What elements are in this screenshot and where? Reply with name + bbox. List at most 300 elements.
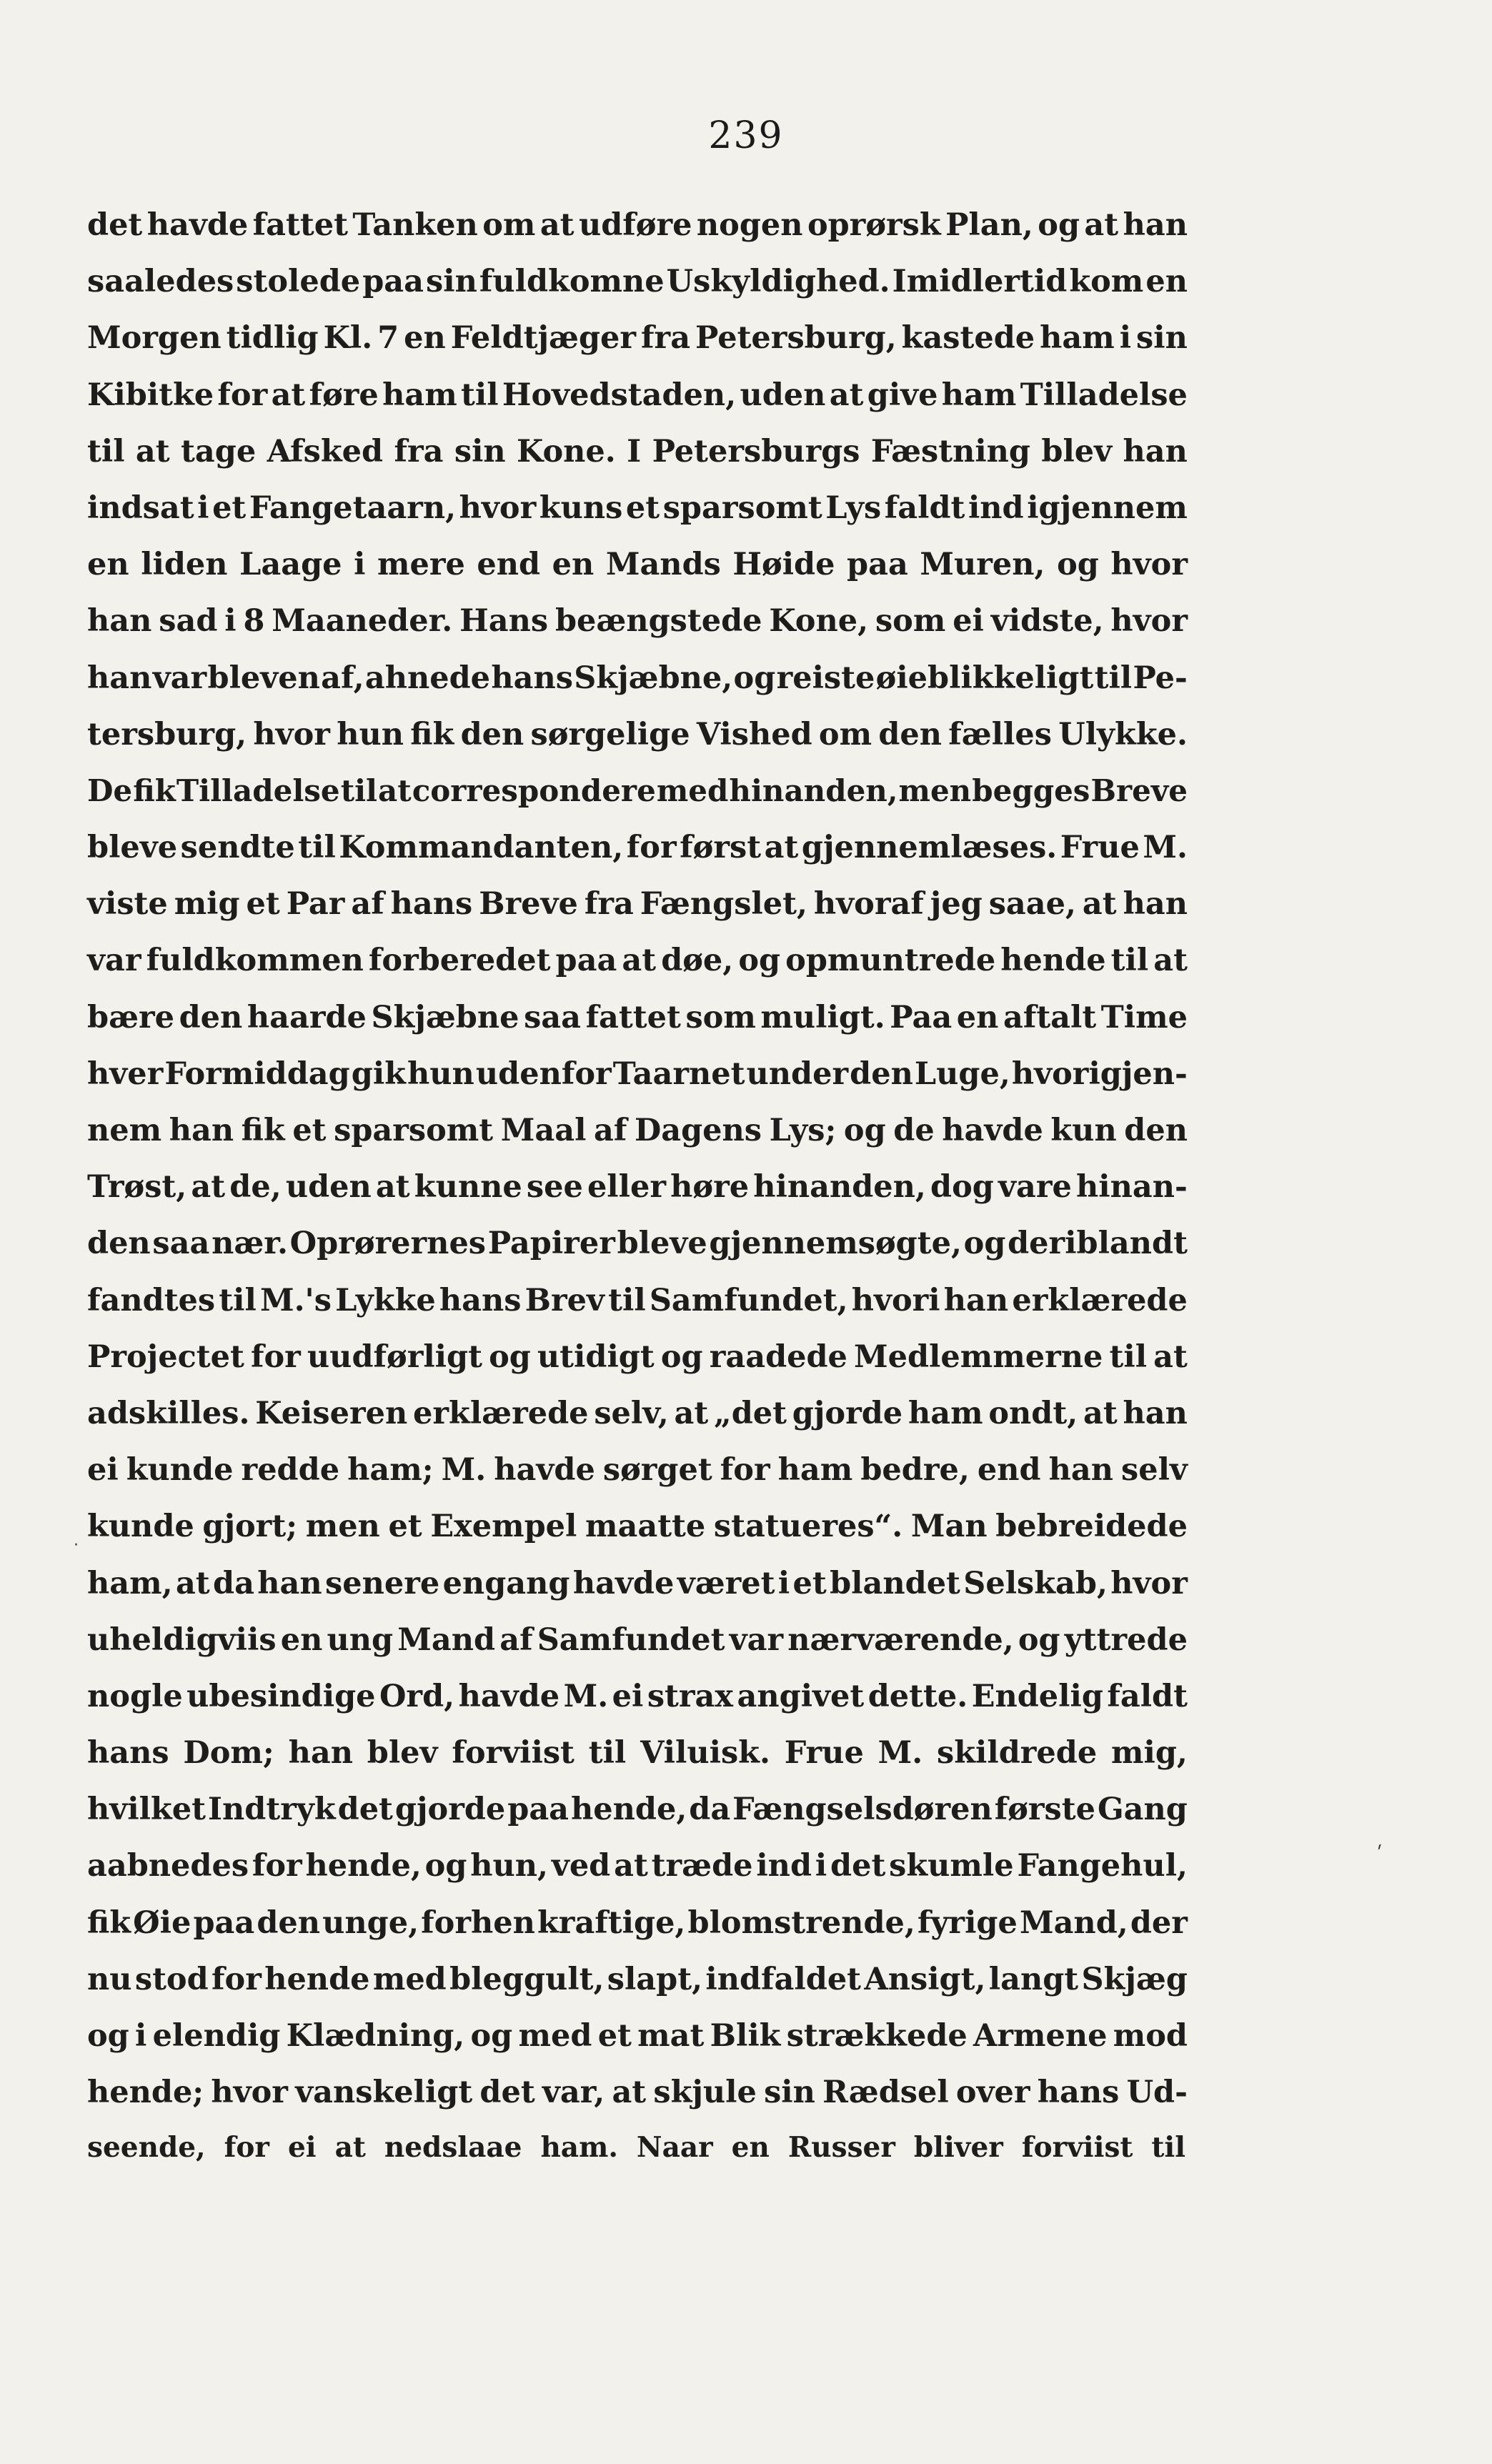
word: et [625,490,660,526]
word: strax [647,1678,734,1714]
word: under [746,1055,849,1092]
word: end [477,547,541,583]
word: Luge, [914,1055,1010,1092]
word: det [87,207,143,243]
word: hans [491,660,573,696]
word: og [489,1338,531,1375]
word: Klædning, [286,2018,465,2054]
text-line [87,490,1188,547]
word: hvor [211,2075,288,2111]
word: hvor [1110,1565,1188,1601]
word: at [674,1395,709,1431]
word: Øie [133,1904,192,1941]
word: Projectet [87,1338,244,1375]
word: bliver [913,2131,1003,2165]
word: Russer [787,2131,895,2165]
text-line [87,434,1188,490]
word: Tilladelse [176,773,340,808]
word: og [87,2018,129,2054]
word: til [1109,1338,1148,1375]
word: angivet [737,1678,865,1714]
word: blandet [830,1565,960,1601]
word: til [298,830,336,866]
word: hans [87,1735,169,1772]
word: vanskeligt [295,2075,473,2111]
word: og [424,1848,467,1884]
word: M. [1143,830,1188,866]
word: at [829,377,864,413]
word: det [830,1848,886,1884]
word: at [1082,886,1117,923]
word: at [135,433,170,470]
text-line [87,1452,1188,1509]
word: til [461,377,499,413]
word: Keiseren [255,1395,408,1431]
word: aftalt [1003,999,1097,1035]
word: at [1083,1395,1118,1431]
word: Kone. [517,433,616,470]
word: nogle [87,1678,183,1714]
word: redde [241,1452,340,1489]
word: Høide [732,547,835,583]
text-line [87,1113,1188,1169]
word: bleve [87,830,178,866]
word: den [179,999,243,1035]
word: at [378,773,412,808]
word: sørgelige [530,716,690,752]
text-line [87,886,1188,943]
word: Kommandanten, [339,830,624,866]
word: en [731,2131,770,2165]
word: paa [555,943,617,979]
word: hende [1000,943,1106,979]
word: hinanden, [729,773,898,808]
word: paa [193,1904,255,1941]
word: forviist [452,1735,575,1772]
word: ham [941,377,1017,413]
word: som [875,603,946,640]
word: havde [942,1113,1043,1148]
word: Fæstning [870,433,1030,470]
word: stolede [236,264,361,300]
word: mig, [1111,1735,1188,1772]
word: Lys [825,490,882,526]
text-line [87,1679,1188,1735]
text-line [87,830,1188,886]
word: i [224,603,237,640]
word: til [219,1282,257,1318]
word: de [893,1113,935,1148]
word: vare [998,1169,1072,1206]
word: døe, [661,943,734,979]
word: Ulykke. [1058,716,1188,752]
word: ei [287,2131,317,2165]
word: haarde [247,999,367,1035]
word: hun, [470,1848,548,1884]
word: gjennemsøgte, [709,1226,962,1262]
word: fik [241,1113,285,1148]
word: slapt, [607,1961,703,1997]
word: forhen [421,1904,535,1941]
word: ham; [347,1452,434,1489]
word: Skjæbne, [574,660,733,696]
word: yttrede [1064,1621,1188,1658]
word: nem [87,1113,162,1148]
word: M. [441,1452,487,1489]
word: raadede [709,1338,847,1375]
word: gjorde [394,1792,506,1828]
word: fuldkommen [146,943,364,979]
word: at [271,377,306,413]
word: kraftige, [537,1904,686,1941]
word: han [943,1282,1009,1318]
word: selv, [594,1395,669,1431]
word: Armene [973,2018,1108,2054]
word: i [197,490,209,526]
word: det [337,1792,393,1828]
word: Exempel [430,1509,577,1545]
word: fattet [252,207,348,243]
word: bedre, [860,1452,970,1489]
word: hvor [253,716,330,752]
word: til [87,433,125,470]
word: skildrede [937,1735,1098,1772]
word: seende, [87,2131,206,2165]
word: sin [1136,320,1188,357]
text-line [87,2075,1188,2131]
word: et [792,1565,827,1601]
word: at [334,2131,366,2165]
word: som [685,999,756,1035]
word: erklærede [1012,1282,1188,1318]
word: Lys; [769,1113,837,1148]
word: kom [1069,264,1144,300]
word: paa [362,264,424,300]
word: til [1110,943,1149,979]
word: hvilket [87,1792,206,1828]
word: da [213,1565,254,1601]
word: sin [454,433,506,470]
word: Naar [636,2131,713,2165]
word: Indtryk [207,1792,336,1828]
word: ham [1040,320,1115,357]
word: uden [285,1169,372,1206]
word: med [656,773,729,808]
word: fra [394,433,444,470]
word: han [1123,1395,1188,1431]
word: af [499,1621,533,1658]
word: havde [494,1452,595,1489]
word: I [627,433,642,470]
word: sad [159,603,218,640]
word: et [212,490,247,526]
word: Man [910,1509,988,1545]
word: var [729,1621,784,1658]
word: tage [181,433,257,470]
word: havde [146,207,249,243]
word: uheldigviis [87,1621,277,1658]
word: selv [1121,1452,1188,1489]
word: ind [968,490,1024,526]
word: dette. [867,1678,968,1714]
word: ham [382,377,457,413]
word: for [212,1961,262,1997]
word: den [87,1226,151,1262]
word: den [878,716,943,752]
word: saa [152,1226,210,1262]
word: udføre [578,207,692,243]
word: paa [847,547,908,583]
word: gjorde [792,1395,903,1431]
text-line [87,1509,1188,1565]
word: Afsked [267,433,384,470]
word: elendig [152,2018,281,2054]
word: skumle [889,1848,1014,1884]
word: Ansigt, [864,1961,986,1997]
word: at [191,1169,226,1206]
word: der [1130,1904,1188,1941]
word: Ud- [1126,2075,1188,2111]
word: mat [637,2018,705,2054]
word: Tilladelse [1020,377,1188,413]
word: af, [321,660,364,696]
word: fik [87,1904,131,1941]
word: muligt. [760,999,885,1035]
word: Dom; [183,1735,274,1772]
word: han [169,1113,234,1148]
word: Viluisk. [640,1735,770,1772]
word: kunde [87,1509,194,1545]
word: Paa [890,999,953,1035]
word: indfaldet [705,1961,862,1997]
word: Kibitke [87,377,214,413]
word: for [626,830,677,866]
word: igjennem [1027,490,1188,526]
word: af [594,1113,627,1148]
word: forberedet [368,943,551,979]
word: ondt, [988,1395,1078,1431]
word: Kone, [769,603,869,640]
word: unge, [322,1904,419,1941]
word: Hovedstaden, [502,377,737,413]
word: nu [87,1961,132,1997]
word: 7 [377,320,399,357]
word: Fængslet, [640,886,807,923]
word: at [612,2075,647,2111]
word: i [354,547,366,583]
word: Frue [1060,830,1140,866]
text-line [87,1566,1188,1622]
word: gjennemlæses. [801,830,1058,866]
word: sparsomt [334,1113,494,1148]
word: Endelig [971,1678,1103,1714]
word: Blik [710,2018,781,2054]
word: Maaneder. [272,603,453,640]
word: blev [367,1735,438,1772]
word: Trøst, [87,1169,187,1206]
word: var, [542,2075,605,2111]
word: hvor [459,490,537,526]
word: Selskab, [963,1565,1108,1601]
word: forviist [1021,2131,1133,2165]
word: indsat [87,490,194,526]
word: høre [670,1169,750,1206]
word: han [87,603,152,640]
word: Maal [500,1113,587,1148]
word: hende; [87,2075,204,2111]
word: hver [87,1055,164,1092]
word: mig [174,886,240,923]
word: i [1119,320,1132,357]
word: de, [229,1169,282,1206]
text-line [87,603,1188,660]
word: eller [587,1169,666,1206]
word: fra [584,886,634,923]
word: nær. [212,1226,288,1262]
word: Frue [784,1735,864,1772]
word: hende [264,1961,370,1997]
word: tersburg, [87,716,247,752]
word: et [292,1113,327,1148]
word: Uskyldighed. [666,264,890,300]
word: adskilles. [87,1395,250,1431]
word: og [963,1226,1006,1262]
text-line [87,207,1188,264]
word: see [526,1169,583,1206]
word: give [867,377,938,413]
word: men [898,773,972,808]
word: for [252,1848,302,1884]
word: om [818,716,872,752]
word: langt [988,1961,1079,1997]
word: vidste, [990,603,1104,640]
word: hun [407,1055,474,1092]
word: om [482,207,536,243]
word: 8 [243,603,265,640]
word: med [372,1961,447,1997]
word: hende, [305,1848,422,1884]
word: for [250,1338,301,1375]
word: kuns [539,490,623,526]
word: et [597,2018,632,2054]
word: Mand [397,1621,496,1658]
text-line [87,660,1188,717]
word: saaledes [87,264,234,300]
word: for [217,377,268,413]
word: Morgen [87,320,222,357]
word: til [588,1735,627,1772]
word: udenfor [475,1055,612,1092]
word: kastede [901,320,1035,357]
word: for [224,2131,269,2165]
text-line [87,2131,1188,2187]
word: og [733,660,776,696]
word: af [351,886,384,923]
word: utidigt [537,1338,655,1375]
text-line [87,2018,1188,2075]
word: den [850,1055,913,1092]
word: opmuntrede [785,943,996,979]
word: bleggult, [449,1961,605,1997]
text-line [87,1226,1188,1282]
word: Breve [1090,773,1188,808]
word: men [305,1509,380,1545]
word: Kl. [323,320,373,357]
text-line [87,1848,1188,1904]
word: hvorigjen- [1011,1055,1188,1092]
word: senere [325,1565,440,1601]
page-number: 239 [708,114,784,157]
word: M. [563,1678,609,1714]
word: ham, [87,1565,173,1601]
word: og [470,2018,513,2054]
word: fandtes [87,1282,216,1318]
word: at [375,1169,410,1206]
word: i [135,2018,147,2054]
word: til [1151,2131,1186,2165]
word: Laage [239,547,342,583]
text-line [87,1735,1188,1792]
word: at [1153,1338,1188,1375]
word: ved [551,1848,611,1884]
word: Fængselsdøren [732,1792,993,1828]
word: hinan- [1076,1169,1188,1206]
word: sørget [602,1452,712,1489]
text-line [87,1283,1188,1339]
word: i [777,1565,790,1601]
word: træde [651,1848,753,1884]
word: kun [1050,1113,1117,1148]
word: end [977,1452,1041,1489]
word: den [257,1904,321,1941]
word: hende, [571,1792,687,1828]
word: for [720,1452,770,1489]
word: correspondere [412,773,656,808]
text-line [87,1169,1188,1226]
word: faldt [1107,1678,1188,1714]
word: og [1018,1621,1060,1658]
word: han [1123,207,1188,243]
word: jeg [930,886,983,923]
word: det [479,2075,535,2111]
word: Formiddag [164,1055,350,1092]
word: Petersburgs [652,433,860,470]
word: Fangetaarn, [249,490,457,526]
word: gik [351,1055,406,1092]
word: Medlemmerne [854,1338,1103,1375]
word: Lykke [335,1282,436,1318]
word: at [1153,943,1188,979]
word: Pe- [1133,660,1188,696]
word: havde [572,1565,675,1601]
word: i [815,1848,827,1884]
word: aabnedes [87,1848,249,1884]
word: beængstede [554,603,762,640]
word: Skjæg [1081,1961,1188,1997]
word: til [608,1282,646,1318]
word: da [689,1792,731,1828]
word: fattet [585,999,681,1035]
word: hun [337,716,404,752]
word: strækkede [786,2018,968,2054]
stray-pencil-mark: ˏ [1364,1824,1385,1852]
text-line [87,547,1188,603]
word: ind [756,1848,812,1884]
word: en [956,999,999,1035]
word: sendte [180,830,295,866]
word: gjort; [202,1509,298,1545]
word: blev [1041,433,1113,470]
